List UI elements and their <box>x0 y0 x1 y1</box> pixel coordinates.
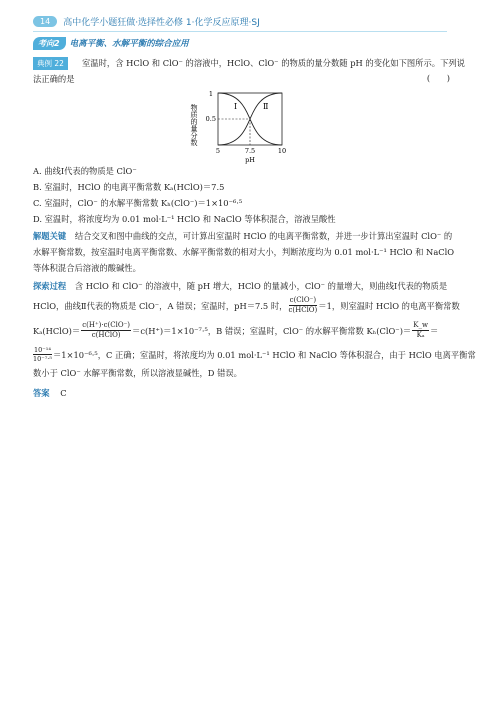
answer-paren: ( ) <box>426 73 450 83</box>
process-text-2a: HClO，曲线Ⅱ代表的物质是 ClO⁻，A 错误；室温时，pH＝7.5 时， <box>33 300 288 311</box>
option-a: A. 曲线Ⅰ代表的物质是 ClO⁻ <box>33 166 137 176</box>
x-axis-label: pH <box>245 156 255 164</box>
process-text-4: ＝1×10⁻⁶·⁵，C 正确；室温时，将浓度均为 0.01 mol·L⁻¹ HClO 和 NaClO 等体积混合，由于 HClO 电离平衡常 <box>52 349 476 360</box>
question-line-1: 室温时，含 HClO 和 ClO⁻ 的溶液中，HClO、ClO⁻ 的物质的量分数随 pH 的变化如下图所示。下列说 <box>82 58 465 68</box>
answer-line <box>33 386 447 400</box>
y-axis-label <box>190 103 198 147</box>
process-line-2 <box>33 296 460 315</box>
header-divider <box>33 31 447 32</box>
y-axis-label-text: 物质的量分数 <box>190 104 198 146</box>
fraction-4-num: 10⁻¹⁴ <box>34 346 51 354</box>
y-tick-1: 1 <box>208 90 213 98</box>
key-text-1: 结合交叉和图中曲线的交点，可计算出室温时 HClO 的电离平衡常数，并进一步计算出室温时 ClO⁻ 的 <box>74 231 453 241</box>
process-text-2b: ＝1，则室温时 HClO 的电离平衡常数 <box>318 300 460 311</box>
fraction-1-num: c(ClO⁻) <box>289 296 317 304</box>
curve-1-label: Ⅰ <box>234 102 238 111</box>
answer-value: C <box>60 388 67 398</box>
fraction-1-den: c(HClO) <box>288 306 318 314</box>
answer-label: 答案 <box>33 388 50 398</box>
y-tick-05: 0.5 <box>205 115 216 123</box>
example-tag: 典例 22 <box>33 57 68 70</box>
option-c: C. 室温时，ClO⁻ 的水解平衡常数 Kₕ(ClO⁻)＝1×10⁻⁶·⁵ <box>33 198 243 208</box>
fraction-1 <box>288 296 317 315</box>
process-text-1: 含 HClO 和 ClO⁻ 的溶液中，随 pH 增大，HClO 的量减小，ClO⁻ 的量增大，则曲线Ⅰ代表的物质是 <box>74 281 448 291</box>
fraction-2 <box>81 321 131 340</box>
process-line-1 <box>33 279 447 293</box>
x-tick-75: 7.5 <box>244 147 256 155</box>
process-text-3b: ＝c(H⁺)＝1×10⁻⁷·⁵，B 错误；室温时，ClO⁻ 的水解平衡常数 Kₕ(ClO⁻)＝ <box>132 325 412 336</box>
page-header <box>33 14 260 28</box>
option-d: D. 室温时，将浓度均为 0.01 mol·L⁻¹ HClO 和 NaClO 等体积混合，溶液呈酸性 <box>33 214 336 224</box>
process-line-3 <box>33 321 447 340</box>
process-text-3c: ＝ <box>429 325 439 336</box>
curve-2-label: Ⅱ <box>263 102 269 111</box>
key-line-3: 等体积混合后溶液的酸碱性。 <box>33 263 141 273</box>
distribution-chart <box>188 88 318 168</box>
key-line-1 <box>33 229 453 243</box>
key-line-2: 水解平衡常数，按室温时电离平衡常数、水解平衡常数的相对大小，判断浓度均为 0.01 mol·L⁻¹ HClO 和 NaClO <box>33 247 455 257</box>
fraction-2-den: c(HClO) <box>91 331 121 339</box>
x-tick-5: 5 <box>215 147 221 155</box>
page-number: 14 <box>33 16 57 27</box>
option-b: B. 室温时，HClO 的电离平衡常数 Kₐ(HClO)＝7.5 <box>33 182 225 192</box>
fraction-4-den: 10⁻⁷·⁵ <box>33 355 52 363</box>
key-label: 解题关键 <box>33 231 67 241</box>
section-heading <box>33 36 189 50</box>
fraction-4 <box>33 346 52 363</box>
book-title: 高中化学小题狂做·选择性必修 1·化学反应原理·SJ <box>63 17 260 28</box>
fraction-3-num: K_w <box>413 321 428 329</box>
process-line-5: 数小于 ClO⁻ 水解平衡常数，所以溶液显碱性，D 错误。 <box>33 368 242 378</box>
section-title: 电离平衡、水解平衡的综合应用 <box>69 39 189 49</box>
section-tag: 考向2 <box>33 37 66 50</box>
process-label: 探索过程 <box>33 281 67 291</box>
x-tick-10: 10 <box>277 147 287 155</box>
fraction-3-den: Kₐ <box>416 331 425 339</box>
process-line-4 <box>33 346 476 363</box>
question-line-2: 法正确的是 <box>33 74 75 84</box>
fraction-3 <box>412 321 429 340</box>
process-text-3a: Kₐ(HClO)＝ <box>33 325 81 336</box>
fraction-2-num: c(H⁺)·c(ClO⁻) <box>82 321 131 329</box>
